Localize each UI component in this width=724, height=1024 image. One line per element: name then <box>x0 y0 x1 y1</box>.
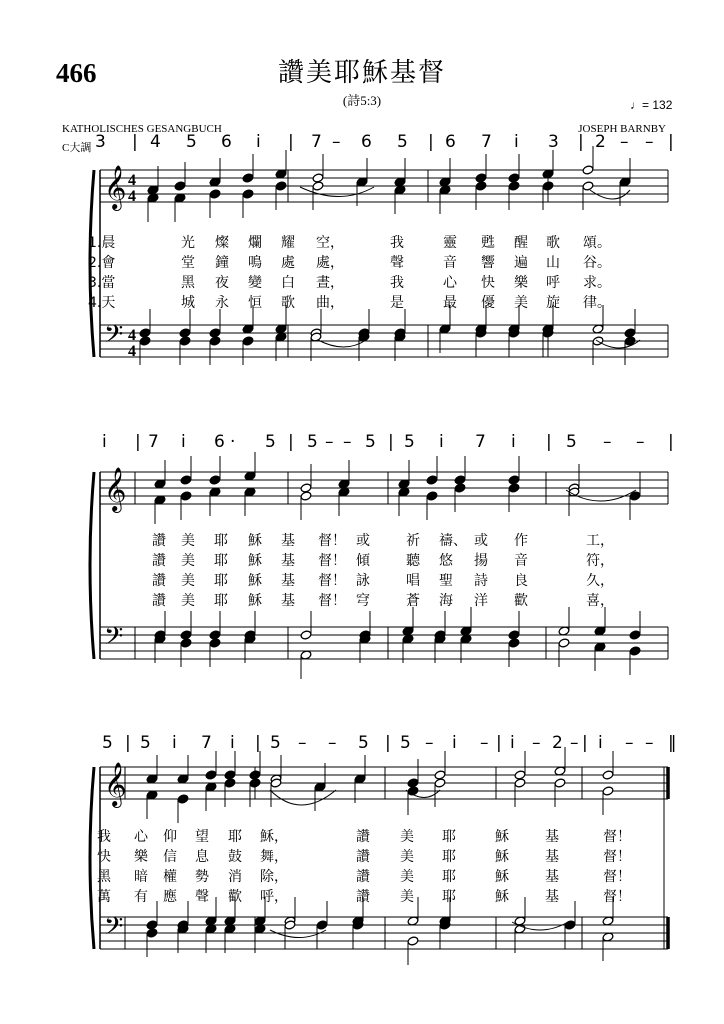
notehead <box>300 491 312 501</box>
jianpu-note: 6 <box>214 432 225 452</box>
notehead <box>209 630 221 640</box>
jianpu-note: 2 <box>595 132 606 152</box>
lyric-syllable: 督！ <box>603 889 631 905</box>
notehead <box>224 770 236 780</box>
notehead <box>582 165 594 175</box>
lyric-syllable: 暗 <box>134 869 148 885</box>
lyric-syllable: 變 <box>248 275 262 291</box>
notehead <box>426 475 438 485</box>
jianpu-note: 7 <box>148 432 159 452</box>
jianpu-barline: | <box>668 432 674 452</box>
lyric-syllable: 仰 <box>163 829 177 845</box>
lyric-syllable: 穌 <box>495 829 509 845</box>
jianpu-note: – <box>620 132 629 152</box>
lyric-syllable: 傾 <box>356 553 370 569</box>
lyric-syllable: 處， <box>316 255 344 271</box>
jianpu-note: 5 <box>365 432 376 452</box>
lyric-syllable: 聖 <box>439 573 453 589</box>
lyric-syllable: 優 <box>481 295 495 311</box>
jianpu-note: 7 <box>475 432 486 452</box>
lyric-syllable: 靈 <box>443 235 457 251</box>
lyric-syllable: 晝， <box>316 275 344 291</box>
jianpu-note: 3 <box>548 132 559 152</box>
jianpu-note: 5 <box>400 733 411 753</box>
notehead <box>179 328 191 338</box>
lyric-syllable: 我 <box>390 275 404 291</box>
lyric-syllable: 旋 <box>546 295 560 311</box>
lyric-syllable: 最 <box>443 295 457 311</box>
notehead <box>554 778 566 788</box>
lyric-syllable: 舞， <box>260 849 288 865</box>
lyric-syllable: 歌 <box>281 295 295 311</box>
notehead <box>514 770 526 780</box>
lyric-syllable: 1.晨 <box>88 235 116 251</box>
notehead <box>312 181 324 191</box>
jianpu-note: 6 <box>361 132 372 152</box>
notehead <box>434 778 446 788</box>
jianpu-note: i <box>452 733 457 753</box>
lyric-syllable: 山 <box>546 255 560 271</box>
notehead <box>249 778 261 788</box>
lyric-syllable: 鳴 <box>248 255 262 271</box>
hymn-number: 466 <box>56 58 97 88</box>
system-bracket <box>90 767 94 949</box>
notehead <box>242 189 254 199</box>
lyric-syllable: 頌。 <box>583 235 611 251</box>
lyric-syllable: 信 <box>163 849 177 865</box>
lyric-syllable: 讚 <box>152 553 166 569</box>
bass-clef-icon: 𝄢 <box>104 912 124 947</box>
notehead <box>407 778 419 788</box>
lyric-syllable: 穌 <box>248 573 262 589</box>
jianpu-note: · <box>230 432 236 452</box>
lyric-syllable: 良 <box>514 573 528 589</box>
lyric-syllable: 消 <box>228 869 242 885</box>
jianpu-barline: | <box>132 132 138 152</box>
jianpu-barline: | <box>428 132 434 152</box>
lyric-syllable: 揚 <box>474 553 488 569</box>
lyric-syllable: 樂 <box>514 275 528 291</box>
notehead <box>209 336 221 346</box>
notehead <box>180 630 192 640</box>
notehead <box>224 778 236 788</box>
jianpu-note: i <box>256 132 261 152</box>
lyric-syllable: 爛 <box>248 235 262 251</box>
system-bracket <box>90 472 94 659</box>
jianpu-note: 7 <box>311 132 322 152</box>
lyric-syllable: 美 <box>181 533 195 549</box>
notehead <box>602 770 614 780</box>
lyric-syllable: 甦 <box>481 235 495 251</box>
lyric-syllable: 耶 <box>228 829 242 845</box>
lyric-syllable: 求。 <box>583 275 611 291</box>
lyric-syllable: 夜 <box>215 275 229 291</box>
notehead <box>139 336 151 346</box>
notehead <box>242 173 254 183</box>
lyric-syllable: 聲 <box>195 889 209 905</box>
lyric-syllable: 督！ <box>318 553 346 569</box>
notehead <box>624 336 636 346</box>
lyric-syllable: 穹 <box>356 593 370 609</box>
lyric-syllable: 基 <box>545 829 559 845</box>
notehead <box>316 920 328 930</box>
notehead <box>582 181 594 191</box>
notehead <box>434 770 446 780</box>
tie <box>270 930 326 938</box>
notehead <box>454 475 466 485</box>
scripture-reference: (詩5:3) <box>342 93 382 108</box>
notehead <box>205 770 217 780</box>
lyric-syllable: 遍 <box>514 255 528 271</box>
lyric-syllable: 詠 <box>356 573 370 589</box>
lyric-syllable: 督！ <box>603 849 631 865</box>
lyric-syllable: 耶 <box>442 849 456 865</box>
notehead <box>139 328 151 338</box>
lyric-syllable: 呼 <box>546 275 560 291</box>
notehead <box>454 483 466 493</box>
lyric-syllable: 望 <box>195 829 209 845</box>
jianpu-note: – <box>570 733 579 753</box>
lyric-syllable: 谷。 <box>583 255 611 271</box>
lyric-syllable: 黑 <box>181 275 195 291</box>
lyric-syllable: 鼓 <box>228 849 242 865</box>
notehead <box>564 920 576 930</box>
notehead <box>180 638 192 648</box>
notehead <box>209 328 221 338</box>
lyric-syllable: 符， <box>586 553 614 569</box>
treble-clef-icon: 𝄞 <box>104 165 127 209</box>
notehead <box>180 491 192 501</box>
jianpu-barline: | <box>385 733 391 753</box>
notehead <box>174 181 186 191</box>
lyric-syllable: 鐘 <box>215 255 229 271</box>
lyric-syllable: 讚 <box>152 533 166 549</box>
lyric-syllable: 基 <box>281 573 295 589</box>
lyric-syllable: 4.天 <box>88 295 116 311</box>
lyric-syllable: 曲， <box>316 295 344 311</box>
jianpu-barline: | <box>125 733 131 753</box>
lyric-syllable: 我 <box>97 829 111 845</box>
lyric-syllable: 督！ <box>318 573 346 589</box>
lyric-syllable: 空， <box>316 235 344 251</box>
lyric-syllable: 歌 <box>546 235 560 251</box>
lyric-syllable: 燦 <box>215 235 229 251</box>
jianpu-note: – <box>645 733 654 753</box>
lyric-syllable: 督！ <box>318 533 346 549</box>
notehead <box>475 173 487 183</box>
notehead <box>629 630 641 640</box>
tie <box>300 187 374 197</box>
notehead <box>508 173 520 183</box>
lyric-syllable: 讚 <box>356 869 370 885</box>
lyric-syllable: 耶 <box>214 573 228 589</box>
lyric-syllable: 美 <box>400 849 414 865</box>
jianpu-note: 5 <box>358 733 369 753</box>
lyric-syllable: 醒 <box>514 235 528 251</box>
lyric-syllable: 歡 <box>228 889 242 905</box>
tune-source: KATHOLISCHES GESANGBUCH <box>62 123 222 135</box>
notehead <box>177 794 189 804</box>
jianpu-note: – <box>332 132 341 152</box>
jianpu-note: i <box>181 432 186 452</box>
jianpu-note: i <box>514 132 519 152</box>
lyric-syllable: 城 <box>181 295 195 311</box>
lyric-syllable: 督！ <box>318 593 346 609</box>
jianpu-note: – <box>325 432 334 452</box>
notehead <box>209 638 221 648</box>
lyric-syllable: 讚 <box>356 849 370 865</box>
lyric-syllable: 耶 <box>442 869 456 885</box>
lyric-syllable: 我 <box>390 235 404 251</box>
lyric-syllable: 萬 <box>97 889 111 905</box>
lyric-syllable: 永 <box>215 295 229 311</box>
lyric-syllable: 心 <box>443 275 457 291</box>
lyric-syllable: 音 <box>443 255 457 271</box>
notehead <box>300 483 312 493</box>
lyric-syllable: 美 <box>181 573 195 589</box>
jianpu-note: – <box>480 733 489 753</box>
notehead <box>179 336 191 346</box>
lyric-syllable: 基 <box>545 869 559 885</box>
lyric-syllable: 督！ <box>603 829 631 845</box>
lyric-syllable: 2.會 <box>88 255 116 271</box>
jianpu-note: – <box>636 432 645 452</box>
jianpu-note: 7 <box>481 132 492 152</box>
notehead <box>508 181 520 191</box>
quarter-note-icon: ♩ <box>630 98 642 112</box>
lyric-syllable: 聲 <box>390 255 404 271</box>
lyric-syllable: 蒼 <box>406 593 420 609</box>
jianpu-note: 5 <box>566 432 577 452</box>
notehead <box>312 173 324 183</box>
jianpu-note: i <box>510 733 515 753</box>
jianpu-note: – <box>328 733 337 753</box>
lyric-syllable: 耶 <box>214 593 228 609</box>
jianpu-note: 5 <box>265 432 276 452</box>
lyric-syllable: 息 <box>195 849 209 865</box>
lyric-syllable: 悠 <box>439 553 453 569</box>
lyric-syllable: 美 <box>181 593 195 609</box>
lyric-syllable: 基 <box>281 533 295 549</box>
lyric-syllable: 心 <box>134 829 148 845</box>
notehead <box>508 630 520 640</box>
notehead <box>275 181 287 191</box>
notehead <box>209 475 221 485</box>
lyric-syllable: 祈 <box>406 533 420 549</box>
jianpu-note: i <box>598 733 603 753</box>
jianpu-barline: ‖ <box>668 733 677 753</box>
treble-clef-icon: 𝄞 <box>104 467 127 511</box>
jianpu-note: 5 <box>140 733 151 753</box>
jianpu-note: 2 <box>552 733 563 753</box>
bass-clef-icon: 𝄢 <box>104 622 124 657</box>
notehead <box>629 646 641 656</box>
lyric-syllable: 耶 <box>214 553 228 569</box>
jianpu-barline: | <box>255 733 261 753</box>
lyric-syllable: 美 <box>400 889 414 905</box>
lyric-syllable: 唱 <box>406 573 420 589</box>
jianpu-note: – <box>343 432 352 452</box>
lyric-syllable: 律。 <box>583 295 611 311</box>
lyric-syllable: 權 <box>163 869 177 885</box>
lyric-syllable: 聽 <box>406 553 420 569</box>
lyric-syllable: 或 <box>474 533 488 549</box>
lyric-syllable: 穌 <box>495 889 509 905</box>
notehead <box>146 928 158 938</box>
lyric-syllable: 基 <box>545 849 559 865</box>
lyric-syllable: 洋 <box>474 593 488 609</box>
lyric-syllable: 讚 <box>152 573 166 589</box>
lyric-syllable: 穌 <box>248 593 262 609</box>
lyric-syllable: 讚 <box>356 829 370 845</box>
notehead <box>407 936 419 946</box>
lyric-syllable: 音 <box>514 553 528 569</box>
jianpu-note: i <box>230 733 235 753</box>
tie <box>270 790 336 805</box>
lyric-syllable: 詩 <box>474 573 488 589</box>
lyric-syllable: 作 <box>514 533 528 549</box>
notehead <box>508 475 520 485</box>
lyric-syllable: 禱、 <box>439 533 467 549</box>
lyric-syllable: 3.當 <box>88 275 116 291</box>
lyric-syllable: 美 <box>514 295 528 311</box>
treble-clef-icon: 𝄞 <box>104 762 127 806</box>
jianpu-note: – <box>298 733 307 753</box>
jianpu-note: 3 <box>95 132 106 152</box>
key-signature-label: C大調 <box>62 142 92 154</box>
jianpu-barline: | <box>578 132 584 152</box>
notehead <box>514 778 526 788</box>
jianpu-note: 5 <box>102 733 113 753</box>
notehead <box>508 483 520 493</box>
lyric-syllable: 美 <box>400 869 414 885</box>
lyric-syllable: 樂 <box>134 849 148 865</box>
notehead <box>242 336 254 346</box>
lyric-syllable: 或 <box>356 533 370 549</box>
jianpu-note: – <box>645 132 654 152</box>
lyric-syllable: 耀 <box>281 235 295 251</box>
jianpu-note: 5 <box>404 432 415 452</box>
jianpu-note: i <box>439 432 444 452</box>
jianpu-note: 4 <box>150 132 161 152</box>
jianpu-note: i <box>102 432 107 452</box>
lyric-syllable: 穌 <box>495 849 509 865</box>
jianpu-barline: | <box>496 733 502 753</box>
notehead <box>508 638 520 648</box>
jianpu-note: – <box>425 733 434 753</box>
notehead <box>558 638 570 648</box>
lyric-syllable: 堂 <box>181 255 195 271</box>
lyric-syllable: 喜， <box>586 593 614 609</box>
lyric-syllable: 基 <box>545 889 559 905</box>
notehead <box>426 491 438 501</box>
jianpu-barline: | <box>288 432 294 452</box>
lyric-syllable: 勢 <box>195 869 209 885</box>
lyric-syllable: 有 <box>134 889 148 905</box>
lyric-syllable: 處 <box>281 255 295 271</box>
lyric-syllable: 海 <box>439 593 453 609</box>
jianpu-note: i <box>172 733 177 753</box>
jianpu-barline: | <box>668 132 674 152</box>
time-signature-bottom: 4 <box>128 188 136 205</box>
notehead <box>180 475 192 485</box>
lyric-syllable: 呼， <box>260 889 288 905</box>
lyric-syllable: 穌 <box>248 553 262 569</box>
lyric-syllable: 美 <box>181 553 195 569</box>
lyric-syllable: 耶 <box>214 533 228 549</box>
notehead <box>249 770 261 780</box>
jianpu-barline: | <box>135 432 141 452</box>
lyric-syllable: 恒 <box>248 295 262 311</box>
lyric-syllable: 穌， <box>260 829 288 845</box>
jianpu-note: – <box>532 733 541 753</box>
jianpu-note: – <box>625 733 634 753</box>
time-signature-top: 4 <box>128 327 136 344</box>
composer: JOSEPH BARNBY <box>578 123 666 135</box>
jianpu-barline: | <box>546 432 552 452</box>
lyric-syllable: 讚 <box>152 593 166 609</box>
lyric-syllable: 除， <box>260 869 288 885</box>
jianpu-note: 6 <box>221 132 232 152</box>
lyric-syllable: 讚 <box>356 889 370 905</box>
lyric-syllable: 應 <box>163 889 177 905</box>
lyric-syllable: 美 <box>400 829 414 845</box>
notehead <box>542 181 554 191</box>
jianpu-note: 5 <box>307 432 318 452</box>
lyric-syllable: 響 <box>481 255 495 271</box>
jianpu-barline: | <box>582 733 588 753</box>
lyric-syllable: 白 <box>281 275 295 291</box>
lyric-syllable: 黑 <box>97 869 111 885</box>
lyric-syllable: 歡 <box>514 593 528 609</box>
lyric-syllable: 穌 <box>495 869 509 885</box>
hymn-title: 讚美耶穌基督 <box>277 58 446 87</box>
lyric-syllable: 光 <box>181 235 195 251</box>
jianpu-note: 5 <box>270 733 281 753</box>
jianpu-note: – <box>603 432 612 452</box>
tempo-value: = 132 <box>642 98 673 112</box>
lyric-syllable: 是 <box>390 295 404 311</box>
notehead <box>624 328 636 338</box>
lyric-syllable: 工， <box>586 533 614 549</box>
notehead <box>300 630 312 640</box>
bass-clef-icon: 𝄢 <box>104 320 124 355</box>
lyric-syllable: 快 <box>481 275 495 291</box>
jianpu-barline: | <box>388 432 394 452</box>
notehead <box>602 786 614 796</box>
time-signature-top: 4 <box>128 172 136 189</box>
jianpu-note: i <box>511 432 516 452</box>
lyric-syllable: 穌 <box>248 533 262 549</box>
jianpu-note: 6 <box>445 132 456 152</box>
notehead <box>146 920 158 930</box>
lyric-syllable: 快 <box>97 849 111 865</box>
jianpu-note: 5 <box>397 132 408 152</box>
jianpu-barline: | <box>288 132 294 152</box>
lyric-syllable: 耶 <box>442 829 456 845</box>
lyric-syllable: 基 <box>281 593 295 609</box>
lyric-syllable: 基 <box>281 553 295 569</box>
jianpu-note: 7 <box>201 733 212 753</box>
jianpu-note: 5 <box>186 132 197 152</box>
lyric-syllable: 督！ <box>603 869 631 885</box>
time-signature-bottom: 4 <box>128 343 136 360</box>
notehead <box>209 189 221 199</box>
lyric-syllable: 耶 <box>442 889 456 905</box>
notehead <box>475 181 487 191</box>
lyric-syllable: 久， <box>586 573 614 589</box>
